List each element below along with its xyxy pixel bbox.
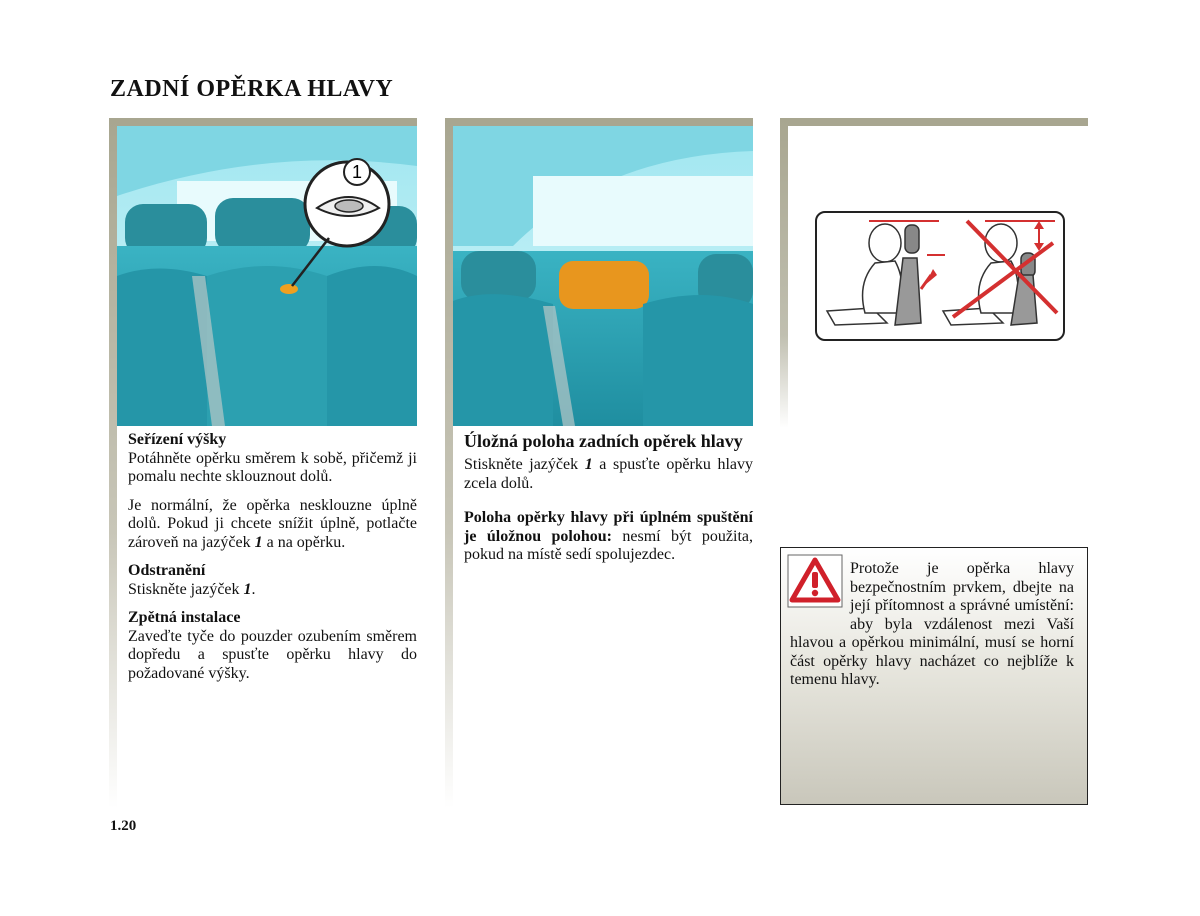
heading-install: Zpětná instalace (128, 609, 241, 626)
para-height-adjust: Potáhněte opěrku směrem k sobě, přičemž ji pomalu nechte sklouznout dolů. (128, 449, 417, 485)
callout-number: 1 (351, 162, 363, 182)
column-side-bar (780, 118, 788, 428)
headrest-position-diagram (815, 211, 1065, 341)
heading-remove: Odstranění (128, 562, 206, 579)
rear-seat-photo-adjust (117, 126, 417, 426)
column-text (128, 431, 417, 693)
heading-storage: Úložná poloha zadních opěrek hlavy (464, 431, 743, 451)
column-side-bar (445, 118, 453, 808)
para-storage-warning: Poloha opěrky hlavy při úplném spuštění je úložnou polohou: nesmí být použita, pokud na místě sedí spolujezdec. (464, 509, 753, 563)
para-normal: Je normální, že opěrka nesklouzne úplně dolů. Pokud ji chcete snížit úplně, potlačte zároveň na jazýček 1 a na opěrku. (128, 496, 417, 551)
column-top-bar (780, 118, 1088, 126)
column-top-bar (109, 118, 417, 126)
page-number: 1.20 (110, 818, 137, 834)
page-title: ZADNÍ OPĚRKA HLAVY (110, 76, 394, 102)
rear-seat-photo-storage (453, 126, 753, 426)
column-height-adjust (109, 118, 417, 808)
heading-height-adjust: Seřízení výšky (128, 431, 227, 448)
para-storage: Stiskněte jazýček 1 a spusťte opěrku hlavy zcela dolů. (464, 456, 753, 492)
para-install: Zaveďte tyče do pouzder ozubením směrem dopředu a spusťte opěrku hlavy do požadované výšky. (128, 627, 417, 682)
column-top-bar (445, 118, 753, 126)
para-remove: Stiskněte jazýček 1. (128, 580, 256, 598)
column-text (464, 431, 753, 575)
column-storage (445, 118, 753, 808)
warning-triangle-icon (787, 554, 843, 608)
warning-text: Protože je opěrka hlavy bezpečnostním prvkem, dbejte na její přítomnost a správné umístění: aby byla vzdálenost mezi Vaší hlavou a opěrkou minimální, musí se horní část opěrky hlavy nacházet co nejblíže k temenu hlavy. (790, 560, 1074, 688)
column-side-bar (109, 118, 117, 808)
warning-box (780, 547, 1088, 805)
